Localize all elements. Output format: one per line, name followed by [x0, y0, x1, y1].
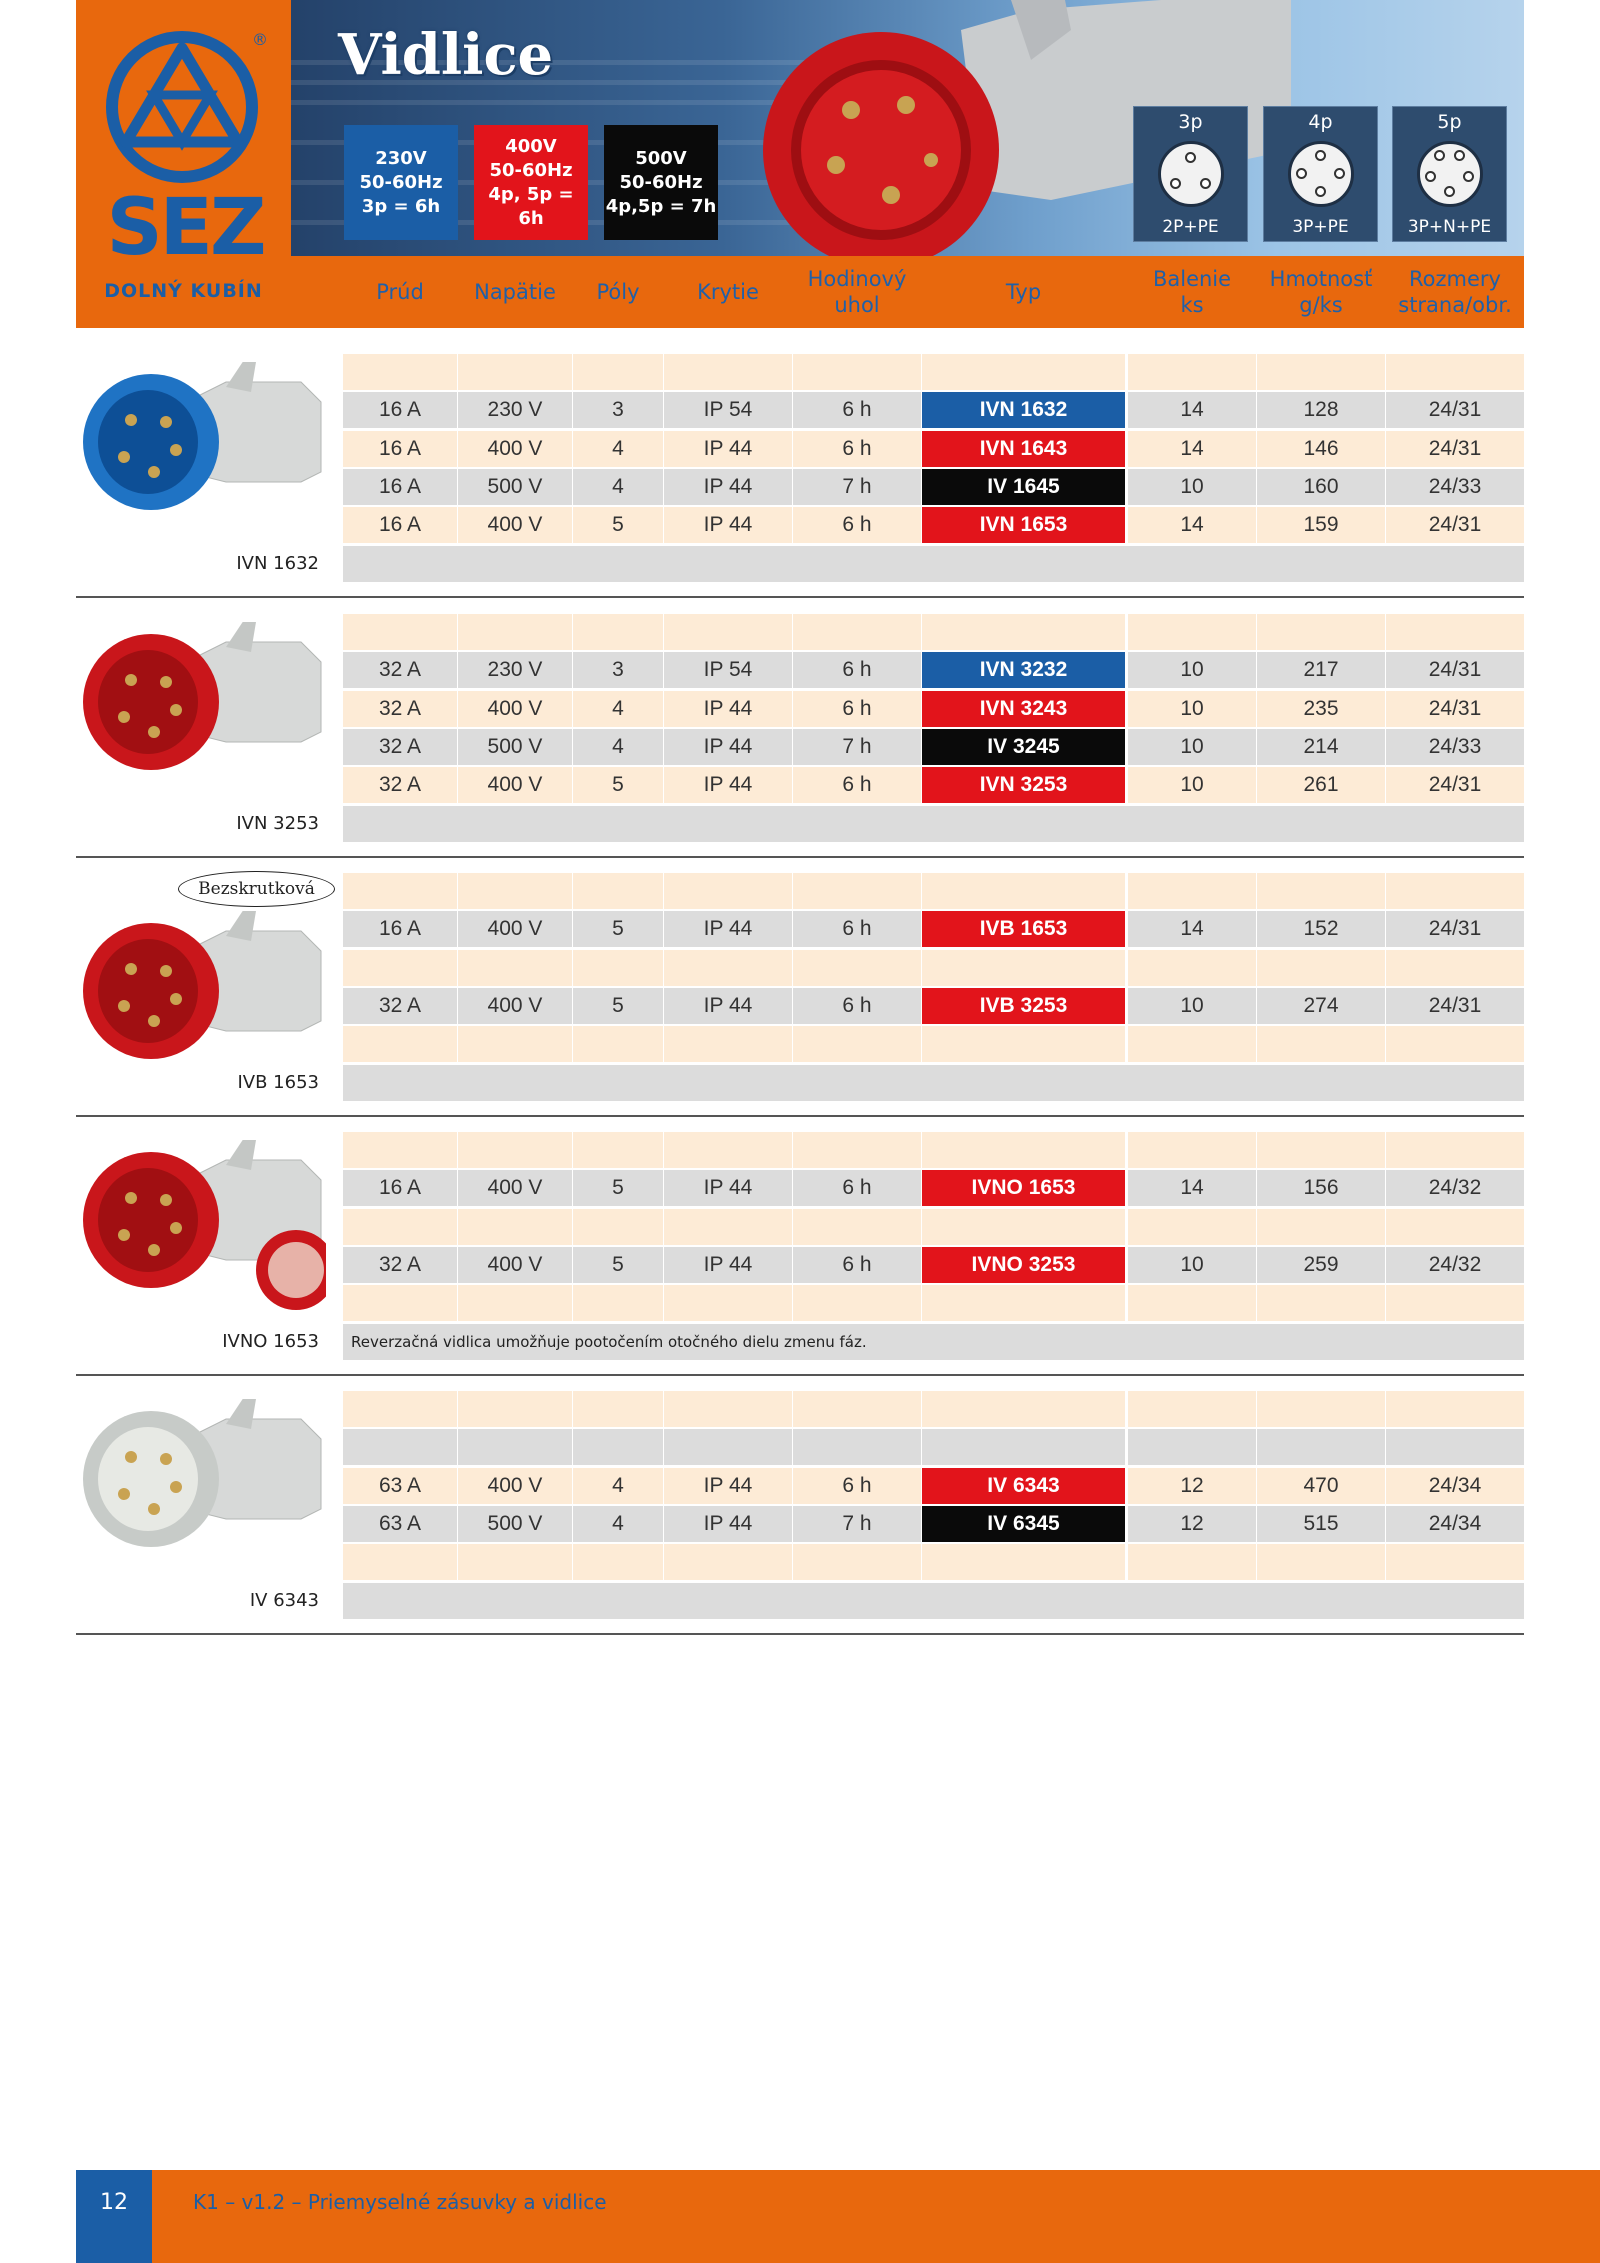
cell-poly: 3: [573, 392, 663, 428]
empty-cell: [664, 873, 792, 909]
socket-3p-icon: [1158, 141, 1224, 207]
cell-rozmery: 24/31: [1386, 431, 1524, 467]
product-caption: IVN 3253: [236, 812, 319, 834]
cell-poly: 3: [573, 652, 663, 688]
cell-krytie: IP 44: [664, 1468, 792, 1504]
type-badge: IVNO 3253: [922, 1247, 1125, 1283]
empty-cell: [922, 1429, 1125, 1465]
empty-cell: [922, 1026, 1125, 1062]
cell-uhol: 7 h: [793, 729, 921, 765]
cell-rozmery: 24/32: [1386, 1247, 1524, 1283]
section-divider: [76, 596, 1524, 598]
col-header-typ: Typ: [1005, 280, 1042, 304]
empty-cell: [573, 1026, 663, 1062]
empty-cell: [1386, 873, 1524, 909]
caption-band: [343, 806, 1524, 842]
cell-uhol: 7 h: [793, 469, 921, 505]
pin-config-desc: 2P+PE: [1162, 217, 1219, 237]
empty-cell: [793, 1391, 921, 1427]
col-header-krytie: Krytie: [697, 280, 759, 304]
empty-cell: [922, 950, 1125, 986]
pin-config-4p: [1263, 106, 1378, 242]
cell-prud: 16 A: [343, 431, 457, 467]
cell-rozmery: 24/31: [1386, 652, 1524, 688]
cell-uhol: 6 h: [793, 988, 921, 1024]
cell-uhol: 6 h: [793, 767, 921, 803]
product-photo-icon: [76, 1140, 326, 1310]
cell-krytie: IP 54: [664, 392, 792, 428]
empty-cell: [458, 1391, 572, 1427]
empty-cell: [458, 354, 572, 390]
empty-cell: [922, 1209, 1125, 1245]
empty-cell: [1128, 1285, 1256, 1321]
cell-rozmery: 24/31: [1386, 691, 1524, 727]
empty-cell: [1257, 950, 1385, 986]
cell-poly: 4: [573, 1468, 663, 1504]
empty-cell: [573, 354, 663, 390]
empty-cell: [793, 1544, 921, 1580]
cell-poly: 5: [573, 988, 663, 1024]
empty-cell: [1128, 873, 1256, 909]
empty-cell: [793, 873, 921, 909]
logo-panel: [76, 0, 291, 328]
empty-cell: [458, 1285, 572, 1321]
cell-prud: 32 A: [343, 988, 457, 1024]
empty-cell: [1386, 1391, 1524, 1427]
cell-prud: 32 A: [343, 652, 457, 688]
cell-krytie: IP 44: [664, 729, 792, 765]
cell-hmotnost: 470: [1257, 1468, 1385, 1504]
empty-cell: [458, 614, 572, 650]
cell-balenie: 14: [1128, 507, 1256, 543]
empty-cell: [664, 1209, 792, 1245]
empty-cell: [664, 1391, 792, 1427]
cell-krytie: IP 44: [664, 1170, 792, 1206]
cell-hmotnost: 146: [1257, 431, 1385, 467]
product-caption: IVB 1653: [237, 1071, 319, 1093]
cell-balenie: 14: [1128, 1170, 1256, 1206]
product-caption: IV 6343: [249, 1589, 319, 1611]
empty-cell: [1128, 354, 1256, 390]
section-divider: [76, 1115, 1524, 1117]
cell-uhol: 6 h: [793, 652, 921, 688]
cell-prud: 63 A: [343, 1506, 457, 1542]
empty-cell: [1386, 614, 1524, 650]
cell-prud: 16 A: [343, 1170, 457, 1206]
empty-cell: [1257, 614, 1385, 650]
type-badge: IVN 1632: [922, 392, 1125, 428]
cell-napatie: 400 V: [458, 1468, 572, 1504]
cell-napatie: 400 V: [458, 431, 572, 467]
page-title: Vidlice: [338, 22, 554, 88]
empty-cell: [573, 873, 663, 909]
cell-krytie: IP 44: [664, 911, 792, 947]
empty-cell: [1128, 1391, 1256, 1427]
empty-cell: [664, 1544, 792, 1580]
cell-napatie: 500 V: [458, 469, 572, 505]
cell-napatie: 230 V: [458, 652, 572, 688]
pin-config-5p: [1392, 106, 1507, 242]
empty-cell: [664, 1026, 792, 1062]
empty-cell: [664, 1285, 792, 1321]
cell-napatie: 400 V: [458, 767, 572, 803]
empty-cell: [573, 1544, 663, 1580]
cell-poly: 4: [573, 1506, 663, 1542]
cell-prud: 16 A: [343, 392, 457, 428]
cell-krytie: IP 44: [664, 1247, 792, 1283]
empty-cell: [922, 614, 1125, 650]
empty-cell: [1128, 1544, 1256, 1580]
type-badge: IV 3245: [922, 729, 1125, 765]
type-badge: IV 6345: [922, 1506, 1125, 1542]
empty-cell: [1257, 873, 1385, 909]
cell-krytie: IP 44: [664, 988, 792, 1024]
cell-balenie: 10: [1128, 652, 1256, 688]
type-badge: IV 6343: [922, 1468, 1125, 1504]
cell-balenie: 10: [1128, 988, 1256, 1024]
empty-cell: [793, 1285, 921, 1321]
socket-4p-icon: [1288, 141, 1354, 207]
empty-cell: [343, 1132, 457, 1168]
type-badge: IVN 1653: [922, 507, 1125, 543]
pin-config-label: 5p: [1437, 111, 1462, 133]
cell-rozmery: 24/31: [1386, 507, 1524, 543]
cell-napatie: 400 V: [458, 1170, 572, 1206]
empty-cell: [1257, 1026, 1385, 1062]
empty-cell: [1257, 354, 1385, 390]
cell-krytie: IP 44: [664, 469, 792, 505]
product-photo-icon: [76, 911, 326, 1081]
empty-cell: [1386, 1132, 1524, 1168]
cell-hmotnost: 214: [1257, 729, 1385, 765]
product-caption: IVN 1632: [236, 552, 319, 574]
cell-balenie: 12: [1128, 1506, 1256, 1542]
empty-cell: [1386, 1429, 1524, 1465]
voltage-box-400: 400V 50-60Hz 4p, 5p = 6h: [474, 125, 588, 240]
type-badge: IVB 3253: [922, 988, 1125, 1024]
empty-cell: [664, 1132, 792, 1168]
cell-poly: 5: [573, 1247, 663, 1283]
empty-cell: [1128, 1026, 1256, 1062]
cell-krytie: IP 54: [664, 652, 792, 688]
empty-cell: [664, 614, 792, 650]
cell-balenie: 10: [1128, 691, 1256, 727]
empty-cell: [793, 1429, 921, 1465]
cell-hmotnost: 217: [1257, 652, 1385, 688]
col-header-uhol: Hodinový uhol: [807, 267, 907, 317]
empty-cell: [1386, 1209, 1524, 1245]
cell-balenie: 14: [1128, 431, 1256, 467]
empty-cell: [1128, 1209, 1256, 1245]
page-number: 12: [100, 2189, 128, 2215]
pin-config-3p: [1133, 106, 1248, 242]
cell-hmotnost: 259: [1257, 1247, 1385, 1283]
brand-name: SEZ: [106, 183, 264, 273]
cell-poly: 5: [573, 767, 663, 803]
cell-rozmery: 24/31: [1386, 911, 1524, 947]
cell-prud: 32 A: [343, 767, 457, 803]
cell-uhol: 6 h: [793, 911, 921, 947]
empty-cell: [343, 873, 457, 909]
cell-prud: 16 A: [343, 469, 457, 505]
cell-napatie: 400 V: [458, 507, 572, 543]
empty-cell: [573, 950, 663, 986]
type-badge: IVB 1653: [922, 911, 1125, 947]
col-header-prud: Prúd: [376, 280, 424, 304]
empty-cell: [343, 950, 457, 986]
cell-balenie: 10: [1128, 729, 1256, 765]
pin-config-desc: 3P+N+PE: [1407, 217, 1492, 237]
cell-poly: 5: [573, 911, 663, 947]
cell-rozmery: 24/33: [1386, 729, 1524, 765]
cell-hmotnost: 515: [1257, 1506, 1385, 1542]
footer-title: K1 – v1.2 – Priemyselné zásuvky a vidlice: [193, 2190, 607, 2214]
cell-napatie: 500 V: [458, 1506, 572, 1542]
col-header-rozmery: Rozmery strana/obr.: [1398, 267, 1512, 317]
empty-cell: [1128, 1429, 1256, 1465]
empty-cell: [664, 1429, 792, 1465]
empty-cell: [1257, 1544, 1385, 1580]
type-badge: IVNO 1653: [922, 1170, 1125, 1206]
cell-hmotnost: 261: [1257, 767, 1385, 803]
cell-rozmery: 24/31: [1386, 392, 1524, 428]
cell-poly: 4: [573, 729, 663, 765]
empty-cell: [573, 1285, 663, 1321]
empty-cell: [1257, 1209, 1385, 1245]
pin-config-label: 4p: [1308, 111, 1333, 133]
cell-balenie: 14: [1128, 911, 1256, 947]
empty-cell: [922, 1544, 1125, 1580]
section-divider: [76, 1633, 1524, 1635]
empty-cell: [573, 1209, 663, 1245]
cell-krytie: IP 44: [664, 691, 792, 727]
empty-cell: [1386, 1026, 1524, 1062]
cell-hmotnost: 160: [1257, 469, 1385, 505]
empty-cell: [458, 1209, 572, 1245]
cell-poly: 4: [573, 431, 663, 467]
cell-uhol: 6 h: [793, 1170, 921, 1206]
pin-config-label: 3p: [1178, 111, 1203, 133]
empty-cell: [343, 614, 457, 650]
cell-prud: 32 A: [343, 1247, 457, 1283]
empty-cell: [343, 1429, 457, 1465]
cell-hmotnost: 235: [1257, 691, 1385, 727]
cell-rozmery: 24/32: [1386, 1170, 1524, 1206]
col-header-hmotnost: Hmotnosť g/ks: [1269, 267, 1373, 317]
type-badge: IV 1645: [922, 469, 1125, 505]
cell-hmotnost: 274: [1257, 988, 1385, 1024]
cell-uhol: 6 h: [793, 1247, 921, 1283]
cell-rozmery: 24/31: [1386, 988, 1524, 1024]
empty-cell: [1386, 950, 1524, 986]
col-header-napatie: Napätie: [474, 280, 556, 304]
cell-uhol: 6 h: [793, 431, 921, 467]
brand-location: DOLNÝ KUBÍN: [104, 280, 263, 302]
section-divider: [76, 1374, 1524, 1376]
cell-krytie: IP 44: [664, 507, 792, 543]
type-badge: IVN 3243: [922, 691, 1125, 727]
cell-prud: 16 A: [343, 507, 457, 543]
type-badge: IVN 1643: [922, 431, 1125, 467]
caption-band: [343, 1583, 1524, 1619]
empty-cell: [793, 1132, 921, 1168]
socket-5p-icon: [1417, 141, 1483, 207]
empty-cell: [1257, 1132, 1385, 1168]
empty-cell: [458, 950, 572, 986]
cell-hmotnost: 128: [1257, 392, 1385, 428]
product-caption: IVNO 1653: [222, 1330, 319, 1352]
cell-balenie: 10: [1128, 1247, 1256, 1283]
empty-cell: [793, 1026, 921, 1062]
cell-napatie: 400 V: [458, 1247, 572, 1283]
cell-uhol: 7 h: [793, 1506, 921, 1542]
cell-prud: 63 A: [343, 1468, 457, 1504]
empty-cell: [1386, 354, 1524, 390]
caption-band: [343, 1065, 1524, 1101]
screwless-badge: Bezskrutková: [178, 871, 335, 907]
empty-cell: [573, 1429, 663, 1465]
product-photo-icon: [76, 362, 326, 532]
empty-cell: [458, 1026, 572, 1062]
voltage-box-230: 230V 50-60Hz 3p = 6h: [344, 125, 458, 240]
cell-uhol: 6 h: [793, 392, 921, 428]
empty-cell: [343, 1026, 457, 1062]
cell-napatie: 400 V: [458, 691, 572, 727]
empty-cell: [343, 1544, 457, 1580]
voltage-box-500: 500V 50-60Hz 4p,5p = 7h: [604, 125, 718, 240]
empty-cell: [1257, 1391, 1385, 1427]
cell-krytie: IP 44: [664, 1506, 792, 1542]
empty-cell: [343, 1285, 457, 1321]
col-header-poly: Póly: [596, 280, 640, 304]
pin-config-desc: 3P+PE: [1292, 217, 1349, 237]
type-badge: IVN 3232: [922, 652, 1125, 688]
type-badge: IVN 3253: [922, 767, 1125, 803]
empty-cell: [922, 1285, 1125, 1321]
empty-cell: [922, 354, 1125, 390]
empty-cell: [793, 614, 921, 650]
product-photo-icon: [76, 622, 326, 792]
cell-prud: 32 A: [343, 729, 457, 765]
empty-cell: [1257, 1429, 1385, 1465]
reverse-plug-note: Reverzačná vidlica umožňuje pootočením otočného dielu zmenu fáz.: [351, 1332, 867, 1351]
cell-uhol: 6 h: [793, 1468, 921, 1504]
empty-cell: [1128, 614, 1256, 650]
col-header-balenie: Balenie ks: [1152, 267, 1232, 317]
empty-cell: [458, 873, 572, 909]
empty-cell: [793, 354, 921, 390]
cell-uhol: 6 h: [793, 691, 921, 727]
empty-cell: [343, 1391, 457, 1427]
sez-logo-icon: [98, 30, 266, 185]
cell-hmotnost: 159: [1257, 507, 1385, 543]
cell-napatie: 400 V: [458, 988, 572, 1024]
cell-poly: 5: [573, 507, 663, 543]
registered-mark: ®: [252, 30, 268, 49]
cell-prud: 32 A: [343, 691, 457, 727]
cell-rozmery: 24/34: [1386, 1468, 1524, 1504]
empty-cell: [922, 1132, 1125, 1168]
empty-cell: [922, 873, 1125, 909]
empty-cell: [573, 614, 663, 650]
cell-poly: 5: [573, 1170, 663, 1206]
empty-cell: [793, 1209, 921, 1245]
cell-rozmery: 24/33: [1386, 469, 1524, 505]
cell-napatie: 400 V: [458, 911, 572, 947]
empty-cell: [664, 354, 792, 390]
empty-cell: [664, 950, 792, 986]
cell-balenie: 10: [1128, 767, 1256, 803]
empty-cell: [573, 1391, 663, 1427]
cell-balenie: 10: [1128, 469, 1256, 505]
cell-balenie: 14: [1128, 392, 1256, 428]
empty-cell: [343, 354, 457, 390]
empty-cell: [1128, 1132, 1256, 1168]
empty-cell: [1386, 1544, 1524, 1580]
cell-krytie: IP 44: [664, 431, 792, 467]
empty-cell: [1257, 1285, 1385, 1321]
empty-cell: [793, 950, 921, 986]
cell-rozmery: 24/34: [1386, 1506, 1524, 1542]
cell-poly: 4: [573, 469, 663, 505]
empty-cell: [343, 1209, 457, 1245]
cell-balenie: 12: [1128, 1468, 1256, 1504]
empty-cell: [1128, 950, 1256, 986]
cell-prud: 16 A: [343, 911, 457, 947]
cell-krytie: IP 44: [664, 767, 792, 803]
cell-napatie: 500 V: [458, 729, 572, 765]
empty-cell: [922, 1391, 1125, 1427]
empty-cell: [1386, 1285, 1524, 1321]
empty-cell: [458, 1429, 572, 1465]
cell-napatie: 230 V: [458, 392, 572, 428]
cell-poly: 4: [573, 691, 663, 727]
cell-hmotnost: 156: [1257, 1170, 1385, 1206]
empty-cell: [458, 1544, 572, 1580]
caption-band: [343, 546, 1524, 582]
section-divider: [76, 856, 1524, 858]
cell-hmotnost: 152: [1257, 911, 1385, 947]
empty-cell: [458, 1132, 572, 1168]
cell-uhol: 6 h: [793, 507, 921, 543]
product-photo-icon: [76, 1399, 326, 1569]
cell-rozmery: 24/31: [1386, 767, 1524, 803]
empty-cell: [573, 1132, 663, 1168]
